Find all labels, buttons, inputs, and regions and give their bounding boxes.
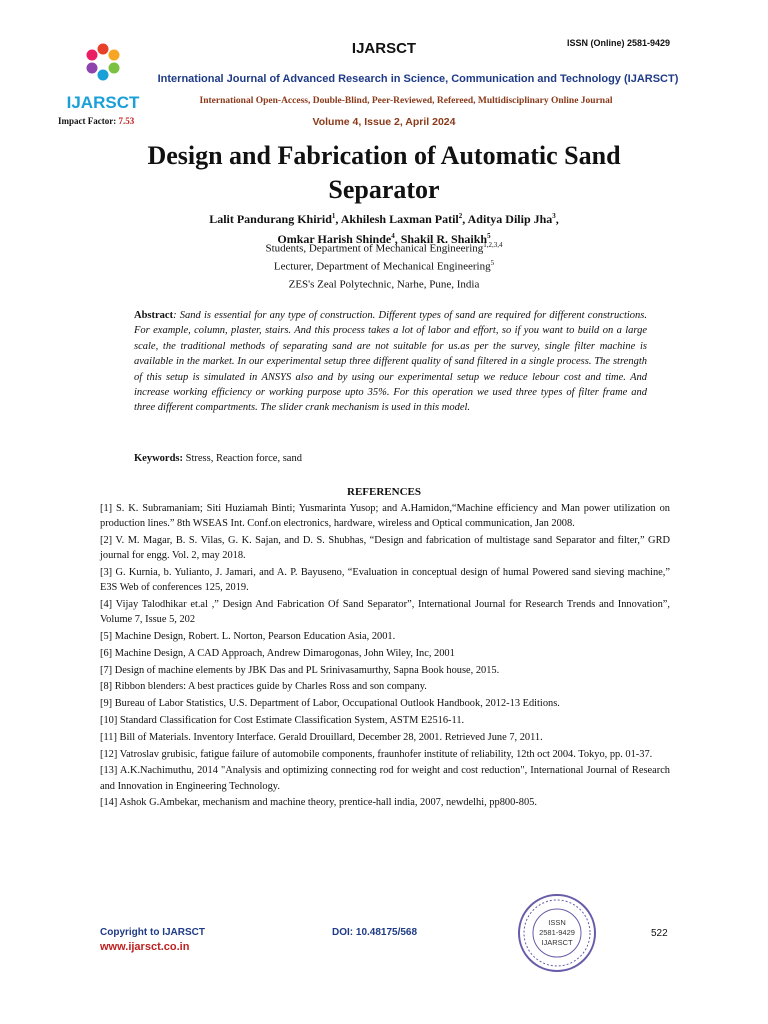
author-superscript: 1 xyxy=(331,212,336,220)
affiliation-text: ZES's Zeal Polytechnic, Narhe, Pune, India xyxy=(288,278,480,291)
issn-seal-icon xyxy=(517,893,597,973)
affiliation-superscript: 1,2,3,4 xyxy=(483,241,503,249)
keywords-label: Keywords: xyxy=(134,453,183,464)
author-separator: , xyxy=(555,212,559,226)
affiliation-text: Students, Department of Mechanical Engineering xyxy=(265,242,484,255)
seal-line: ISSN xyxy=(548,918,566,927)
abstract-text: : Sand is essential for any type of construction. Different types of sand are required for different constructions. For example, column, plaster, stairs. And this process takes a lot of labor and effort, so if you want to build on a large scale, the traditional methods of separating sand are not suitable for us.as per the survey, single filter machine is available in the market. In our experimental setup three different quality of sand filtered in a single process. The strength of this setup is simulated in ANSYS also and by using our experimental setup we reduce lebour cost and time. And increase working efficiency or working purpose upto 35%. For this operation we used three types of filter frame and three different compartments. The slider crank mechanism is used in this model. xyxy=(134,310,647,414)
references-heading: REFERENCES xyxy=(347,486,421,498)
reference-item: [14] Ashok G.Ambekar, mechanism and machine theory, prentice-hall india, 2007, newdelhi, pp800-805. xyxy=(100,797,537,809)
reference-item: [8] Ribbon blenders: A best practices guide by Charles Ross and son company. xyxy=(100,681,427,693)
reference-item: [1] S. K. Subramaniam; Siti Huziamah Binti; Yusmarinta Yusop; and A.Hamidon,“Machine efficiency and Man power utilization on production lines.” 8th WSEAS Int. Conf.on electronics, hardware, wireless and Optical communication, Jan 2008. xyxy=(100,503,670,530)
author-name: Aditya Dilip Jha xyxy=(467,212,553,226)
author-name: Lalit Pandurang Khirid xyxy=(209,212,332,226)
reference-item: [13] A.K.Nachimuthu, 2014 "Analysis and optimizing connecting rod for weight and cost reduction", International Journal of Research and Innovation in Engineering Technology. xyxy=(100,765,670,792)
author-name: Shakil R. Shaikh xyxy=(400,232,488,246)
affiliation-line xyxy=(100,241,668,255)
journal-subtitle: International Open-Access, Double-Blind, Peer-Reviewed, Refereed, Multidisciplinary Online Journal xyxy=(199,96,613,106)
author-superscript: 4 xyxy=(391,232,395,240)
keywords-text: Stress, Reaction force, sand xyxy=(185,453,302,464)
reference-item: [10] Standard Classification for Cost Estimate Classification System, ASTM E2516-11. xyxy=(100,714,465,726)
affiliation-line xyxy=(100,277,668,291)
copyright: Copyright to IJARSCT xyxy=(100,927,205,938)
reference-item: [2] V. M. Magar, B. S. Vilas, G. K. Sajan, and D. S. Shubhas, “Design and fabrication of multistage sand Separator and filter,” GRD journal for engg. Vol. 2, may 2018. xyxy=(100,535,670,562)
author-name: Omkar Harish Shinde xyxy=(277,232,392,246)
abstract-label: Abstract xyxy=(134,310,174,321)
page-number: 522 xyxy=(651,928,668,939)
impact-label: Impact Factor: xyxy=(58,116,117,126)
affiliation-superscript: 5 xyxy=(490,259,495,267)
journal-short-name: IJARSCT xyxy=(351,40,417,57)
keywords xyxy=(134,453,302,464)
journal-full-name: International Journal of Advanced Research in Science, Communication and Technology (IJARSCT) xyxy=(157,73,679,85)
reference-item: [7] Design of machine elements by JBK Das and PL Srinivasamurthy, Sapna Book house, 2015. xyxy=(100,664,500,676)
reference-item: [5] Machine Design, Robert. L. Norton, Pearson Education Asia, 2001. xyxy=(100,631,396,642)
issn-online: ISSN (Online) 2581-9429 xyxy=(566,38,670,48)
reference-list xyxy=(100,501,670,812)
doi[interactable]: DOI: 10.48175/568 xyxy=(332,927,418,938)
abstract xyxy=(134,308,647,416)
reference-item: [6] Machine Design, A CAD Approach, Andrew Dimarogonas, John Wiley, Inc, 2001 xyxy=(100,647,455,659)
reference-item: [12] Vatroslav grubisic, fatigue failure of automobile components, fraunhofer institute of reliability, 12th oct 2004. Tokyo, pp. 01-37. xyxy=(100,748,653,760)
reference-item: [11] Bill of Materials. Inventory Interface. Gerald Drouillard, December 28, 2001. Retrieved June 7, 2011. xyxy=(100,731,543,743)
author-separator: , xyxy=(335,212,341,226)
volume-issue: Volume 4, Issue 2, April 2024 xyxy=(312,116,456,128)
paper-title: Design and Fabrication of Automatic Sand Separator xyxy=(147,141,621,204)
affiliation-line xyxy=(100,259,668,273)
author-superscript: 3 xyxy=(552,212,556,220)
author-superscript: 2 xyxy=(458,212,463,220)
author-separator: , xyxy=(394,232,401,246)
reference-item: [4] Vijay Talodhikar et.al ,” Design And Fabrication Of Sand Separator”, International Journal for Research Trends and Innovation”, Volume 7, Issue 5, 202 xyxy=(100,599,670,626)
reference-item: [9] Bureau of Labor Statistics, U.S. Department of Labor, Occupational Outlook Handbook, 2012-13 Editions. xyxy=(100,698,560,710)
author-separator: , xyxy=(462,212,468,226)
seal-line: IJARSCT xyxy=(541,938,573,947)
author-name: Akhilesh Laxman Patil xyxy=(340,212,459,226)
impact-value: 7.53 xyxy=(118,116,135,126)
reference-item: [3] G. Kurnia, b. Yulianto, J. Jamari, and A. P. Bayuseno, “Evaluation in conceptual design of humal Powered sand sieving machine,” E3S Web of conferences 125, 2019. xyxy=(100,567,670,594)
affiliation-text: Lecturer, Department of Mechanical Engineering xyxy=(273,260,491,273)
website-link[interactable]: www.ijarsct.co.in xyxy=(100,941,190,953)
author-superscript: 5 xyxy=(487,232,491,240)
logo-text: IJARSCT xyxy=(66,93,140,112)
seal-line: 2581-9429 xyxy=(539,928,575,937)
